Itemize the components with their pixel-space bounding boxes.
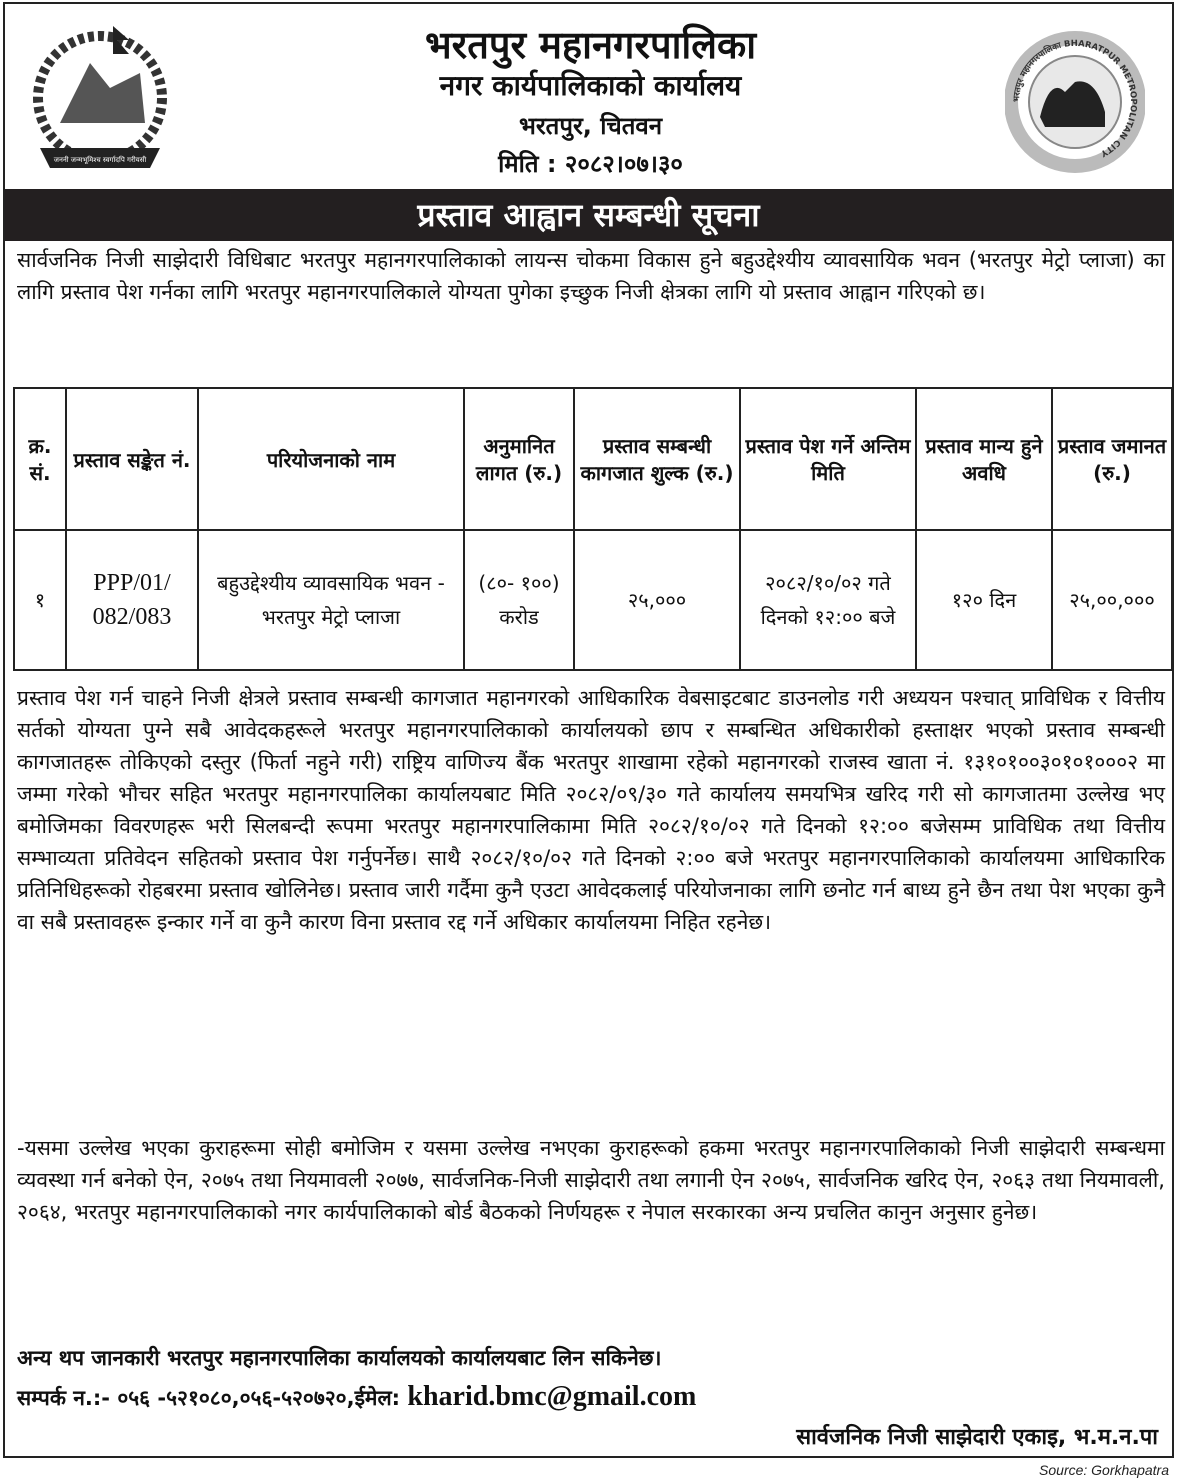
cell-cost: (८०- १००) करोड bbox=[464, 530, 574, 670]
col-validity: प्रस्ताव मान्य हुने अवधि bbox=[916, 388, 1052, 530]
col-project: परियोजनाको नाम bbox=[198, 388, 464, 530]
notice-frame bbox=[3, 2, 1174, 1458]
cell-security: २५,००,००० bbox=[1052, 530, 1172, 670]
table-header-row bbox=[14, 388, 1172, 530]
org-name: भरतपुर महानगरपालिका bbox=[424, 23, 757, 67]
source-credit: Source: Gorkhapatra bbox=[1039, 1462, 1169, 1478]
cell-code: PPP/01/ 082/083 bbox=[66, 530, 198, 670]
notice-title: प्रस्ताव आह्वान सम्बन्धी सूचना bbox=[5, 189, 1172, 241]
email-link[interactable]: kharid.bmc@gmail.com bbox=[407, 1381, 697, 1412]
cell-serial: १ bbox=[14, 530, 66, 670]
body-paragraph-1: प्रस्ताव पेश गर्न चाहने निजी क्षेत्रले प्रस्ताव सम्बन्धी कागजात महानगरको आधिकारिक वेबसाइटबाट डाउनलोड गरी अध्ययन पश्चात् प्राविधिक र वित्तीय सर्तको योग्यता पुग्ने सबै आवेदकहरूले भरतपुर महानगरपालिकाको कार्यालयको छाप र सम्बन्धित अधिकारीको हस्ताक्षर भएको प्रस्ताव सम्बन्धी कागजातहरू तोकिएको दस्तुर (फिर्ता नहुने गरी) राष्ट्रिय वाणिज्य बैंक भरतपुर शाखामा रहेको महानगरको राजस्व खाता नं. १३१०१००३०१०१०००२ मा जम्मा गरेको भौचर सहित भरतपुर महानगरपालिका कार्यालयबाट मिति २०८२/०९/३० गते कार्यालय समयभित्र खरिद गरी सो कागजातमा उल्लेख भए बमोजिमका विवरणहरू भरी सिलबन्दी रूपमा भरतपुर महानगरपालिकामा मिति २०८२/१०/०२ गते दिनको १२:०० बजेसम्म प्राविधिक तथा वित्तीय सम्भाव्यता प्रतिवेदन सहितको प्रस्ताव पेश गर्नुपर्नेछ। साथै २०८२/१०/०२ गते दिनको २:०० बजे भरतपुर महानगरपालिकाको कार्यालयमा आधिकारिक प्रतिनिधिहरूको रोहबरमा प्रस्ताव खोलिनेछ। प्रस्ताव जारी गर्दैमा कुनै एउटा आवेदकलाई परियोजनाका लागि छनोट गर्न बाध्य हुने छैन तथा पेश भएका कुनै वा सबै प्रस्तावहरू इन्कार गर्ने वा कुनै कारण विना प्रस्ताव रद्द गर्ने अधिकार कार्यालयमा निहित रहनेछ। bbox=[17, 686, 1165, 934]
header bbox=[5, 4, 1176, 189]
col-cost: अनुमानित लागत (रु.) bbox=[464, 388, 574, 530]
notice-date: मिति : २०८२।०७।३० bbox=[498, 150, 683, 178]
table-row bbox=[14, 530, 1172, 670]
more-info: अन्य थप जानकारी भरतपुर महानगरपालिका कार्यालयको कार्यालयबाट लिन सकिनेछ। bbox=[17, 1346, 662, 1370]
right-emblem-ring-text: भरतपुर महानगरपालिका BHARATPUR METROPOLITAN CITY bbox=[1011, 38, 1139, 159]
col-security: प्रस्ताव जमानत (रु.) bbox=[1052, 388, 1172, 530]
cell-deadline: २०८२/१०/०२ गते दिनको १२:०० बजे bbox=[740, 530, 916, 670]
bharatpur-metropolitan-logo-icon bbox=[1005, 22, 1145, 182]
col-deadline: प्रस्ताव पेश गर्ने अन्तिम मिति bbox=[740, 388, 916, 530]
cell-fee: २५,००० bbox=[574, 530, 740, 670]
signature: सार्वजनिक निजी साझेदारी एकाइ, भ.म.न.पा bbox=[796, 1425, 1158, 1450]
cell-project: बहुउद्देश्यीय व्यावसायिक भवन - भरतपुर मेट्रो प्लाजा bbox=[198, 530, 464, 670]
col-serial: क्र. सं. bbox=[14, 388, 66, 530]
cell-validity: १२० दिन bbox=[916, 530, 1052, 670]
col-code: प्रस्ताव सङ्केत नं. bbox=[66, 388, 198, 530]
location: भरतपुर, चितवन bbox=[518, 112, 663, 140]
proposal-table bbox=[13, 387, 1173, 671]
contact-line bbox=[17, 1381, 696, 1413]
body-paragraph-2: -यसमा उल्लेख भएका कुराहरूमा सोही बमोजिम र यसमा उल्लेख नभएका कुराहरूको हकमा भरतपुर महानगरपालिकाको निजी साझेदारी सम्बन्धमा व्यवस्था गर्न बनेको ऐन, २०७५ तथा नियमावली २०७७, सार्वजनिक-निजी साझेदारी तथा लगानी ऐन २०७५, सार्वजनिक खरिद ऐन, २०६३ तथा नियमावली, २०६४, भरतपुर महानगरपालिकाको नगर कार्यपालिकाको बोर्ड बैठकको निर्णयहरू र नेपाल सरकारका अन्य प्रचलित कानुन अनुसार हुनेछ। bbox=[17, 1136, 1165, 1224]
contact-label: सम्पर्क न.:- ०५६ -५२१०८०,०५६-५२०७२०,ईमेल: bbox=[17, 1386, 401, 1410]
office-name: नगर कार्यपालिकाको कार्यालय bbox=[439, 69, 742, 102]
left-emblem-motto: जननी जन्मभूमिश्च स्वर्गादपि गरीयसी bbox=[53, 156, 147, 164]
col-fee: प्रस्ताव सम्बन्धी कागजात शुल्क (रु.) bbox=[574, 388, 740, 530]
intro-paragraph: सार्वजनिक निजी साझेदारी विधिबाट भरतपुर महानगरपालिकाको लायन्स चोकमा विकास हुने बहुउद्देश्यीय व्यावसायिक भवन (भरतपुर मेट्रो प्लाजा) का लागि प्रस्ताव पेश गर्नका लागि भरतपुर महानगरपालिकाले योग्यता पुगेका इच्छुक निजी क्षेत्रका लागि यो प्रस्ताव आह्वान गरिएको छ। bbox=[17, 248, 1165, 304]
